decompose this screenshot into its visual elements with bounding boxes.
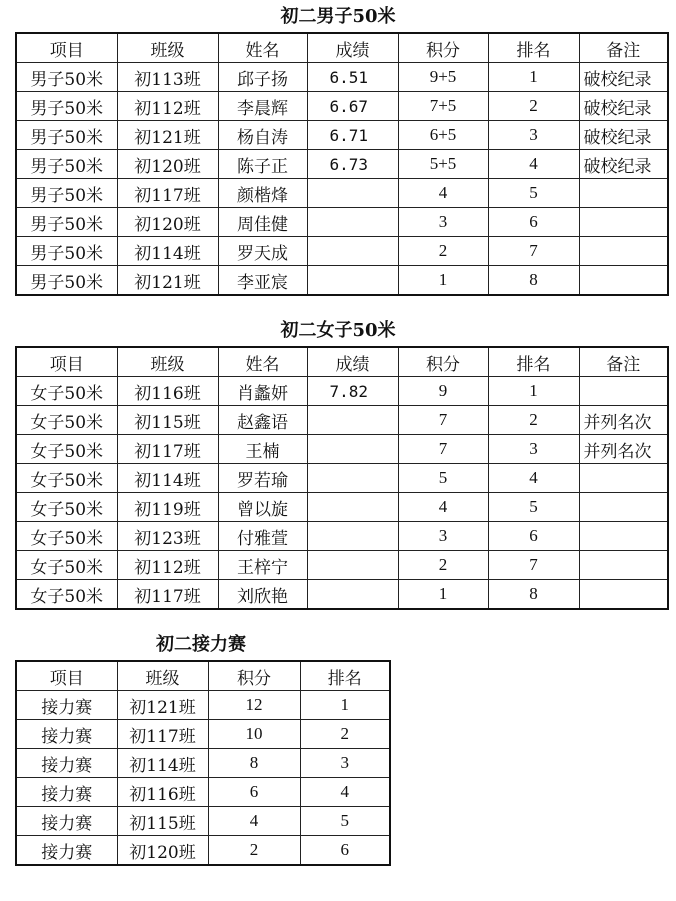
table-cell: 3 (398, 208, 488, 237)
table-cell: 刘欣艳 (218, 580, 307, 610)
column-header: 备注 (579, 33, 668, 63)
table-cell: 初121班 (117, 121, 218, 150)
table-cell: 1 (398, 266, 488, 296)
table-cell: 初120班 (117, 150, 218, 179)
table-cell (579, 580, 668, 610)
table-cell: 接力赛 (16, 836, 117, 866)
table-cell: 5 (488, 493, 579, 522)
table-cell: 李晨辉 (218, 92, 307, 121)
table-cell: 1 (488, 63, 579, 92)
relay-title: 初二接力赛 (156, 634, 246, 655)
table-cell: 并列名次 (579, 435, 668, 464)
table-cell: 5 (398, 464, 488, 493)
relay-table (15, 660, 391, 866)
table-cell: 男子50米 (16, 179, 117, 208)
table-cell (307, 266, 398, 296)
table-cell (307, 522, 398, 551)
table-cell: 7 (398, 406, 488, 435)
table-row (16, 266, 668, 296)
table-row (16, 464, 668, 493)
column-header: 排名 (488, 33, 579, 63)
table-cell: 6.73 (307, 150, 398, 179)
boys50-title: 初二男子50米 (280, 6, 396, 27)
column-header: 班级 (117, 33, 218, 63)
table-row (16, 377, 668, 406)
table-cell: 4 (398, 493, 488, 522)
table-cell: 7 (488, 551, 579, 580)
table-row (16, 836, 390, 866)
table-row (16, 522, 668, 551)
table-cell (579, 464, 668, 493)
table-row (16, 493, 668, 522)
table-cell: 初116班 (117, 778, 208, 807)
table-cell: 初116班 (117, 377, 218, 406)
column-header: 班级 (117, 661, 208, 691)
table-row (16, 63, 668, 92)
table-cell: 初112班 (117, 92, 218, 121)
table-cell (307, 580, 398, 610)
table-cell: 男子50米 (16, 63, 117, 92)
table-cell: 破校纪录 (579, 121, 668, 150)
table-cell: 初121班 (117, 691, 208, 720)
table-row (16, 749, 390, 778)
table-cell: 10 (208, 720, 300, 749)
table-cell: 7 (398, 435, 488, 464)
table-cell: 初117班 (117, 179, 218, 208)
table-row (16, 92, 668, 121)
table-cell: 男子50米 (16, 150, 117, 179)
table-cell: 1 (488, 377, 579, 406)
column-header: 积分 (398, 347, 488, 377)
table-cell: 6.67 (307, 92, 398, 121)
table-row (16, 208, 668, 237)
table-cell: 2 (398, 237, 488, 266)
table-cell: 5 (300, 807, 390, 836)
table-cell: 3 (488, 435, 579, 464)
boys50-table (15, 32, 669, 296)
table-cell: 5+5 (398, 150, 488, 179)
table-row (16, 580, 668, 610)
table-cell: 2 (300, 720, 390, 749)
table-cell: 陈子正 (218, 150, 307, 179)
table-cell: 4 (488, 464, 579, 493)
table-cell: 男子50米 (16, 208, 117, 237)
column-header: 排名 (300, 661, 390, 691)
table-cell: 初123班 (117, 522, 218, 551)
table-cell: 女子50米 (16, 464, 117, 493)
table-cell: 4 (398, 179, 488, 208)
table-cell: 女子50米 (16, 522, 117, 551)
table-row (16, 691, 390, 720)
table-cell (307, 237, 398, 266)
table-cell: 3 (488, 121, 579, 150)
table-cell: 破校纪录 (579, 63, 668, 92)
table-cell: 1 (300, 691, 390, 720)
table-cell (579, 237, 668, 266)
table-cell: 4 (300, 778, 390, 807)
table-cell: 初120班 (117, 208, 218, 237)
column-header: 姓名 (218, 347, 307, 377)
table-cell: 初114班 (117, 464, 218, 493)
table-cell: 2 (398, 551, 488, 580)
table-cell: 6 (488, 208, 579, 237)
table-cell: 男子50米 (16, 92, 117, 121)
header-row (16, 347, 668, 377)
table-cell (579, 493, 668, 522)
table-cell: 6.71 (307, 121, 398, 150)
column-header: 成绩 (307, 33, 398, 63)
table-cell: 6 (488, 522, 579, 551)
table-row (16, 406, 668, 435)
header-row (16, 661, 390, 691)
table-cell: 1 (398, 580, 488, 610)
table-cell: 并列名次 (579, 406, 668, 435)
table-cell (579, 522, 668, 551)
table-cell: 女子50米 (16, 580, 117, 610)
table-cell: 罗天成 (218, 237, 307, 266)
table-cell (579, 377, 668, 406)
table-cell: 女子50米 (16, 406, 117, 435)
table-cell: 女子50米 (16, 493, 117, 522)
table-cell: 男子50米 (16, 237, 117, 266)
table-cell: 2 (208, 836, 300, 866)
table-cell (307, 464, 398, 493)
table-cell: 2 (488, 406, 579, 435)
column-header: 备注 (579, 347, 668, 377)
table-cell: 初114班 (117, 237, 218, 266)
column-header: 班级 (117, 347, 218, 377)
column-header: 项目 (16, 347, 117, 377)
table-cell: 接力赛 (16, 691, 117, 720)
table-cell: 3 (300, 749, 390, 778)
table-cell: 女子50米 (16, 551, 117, 580)
table-cell: 初115班 (117, 807, 208, 836)
table-cell (307, 493, 398, 522)
column-header: 姓名 (218, 33, 307, 63)
table-cell: 付雅萱 (218, 522, 307, 551)
table-cell: 8 (208, 749, 300, 778)
table-cell: 6 (300, 836, 390, 866)
table-cell: 12 (208, 691, 300, 720)
table-cell: 5 (488, 179, 579, 208)
table-cell: 2 (488, 92, 579, 121)
table-cell: 男子50米 (16, 266, 117, 296)
table-cell: 7.82 (307, 377, 398, 406)
table-cell: 3 (398, 522, 488, 551)
girls50-title: 初二女子50米 (280, 320, 396, 341)
column-header: 成绩 (307, 347, 398, 377)
table-cell: 赵鑫语 (218, 406, 307, 435)
column-header: 项目 (16, 661, 117, 691)
table-cell: 女子50米 (16, 377, 117, 406)
column-header: 排名 (488, 347, 579, 377)
table-cell: 9+5 (398, 63, 488, 92)
table-cell: 曾以旋 (218, 493, 307, 522)
table-cell: 4 (208, 807, 300, 836)
table-cell: 初119班 (117, 493, 218, 522)
table-row (16, 778, 390, 807)
table-cell: 李亚宸 (218, 266, 307, 296)
table-row (16, 237, 668, 266)
table-cell: 接力赛 (16, 720, 117, 749)
table-cell: 6.51 (307, 63, 398, 92)
table-cell: 初113班 (117, 63, 218, 92)
table-cell: 王梓宁 (218, 551, 307, 580)
table-cell: 8 (488, 266, 579, 296)
table-cell: 初121班 (117, 266, 218, 296)
table-cell: 杨自涛 (218, 121, 307, 150)
table-cell: 男子50米 (16, 121, 117, 150)
table-cell: 7 (488, 237, 579, 266)
table-cell (579, 551, 668, 580)
table-cell (307, 208, 398, 237)
table-cell: 邱子扬 (218, 63, 307, 92)
table-cell: 6+5 (398, 121, 488, 150)
header-row (16, 33, 668, 63)
table-cell: 破校纪录 (579, 150, 668, 179)
column-header: 项目 (16, 33, 117, 63)
table-cell (307, 435, 398, 464)
table-cell: 初112班 (117, 551, 218, 580)
table-cell: 女子50米 (16, 435, 117, 464)
table-cell: 初114班 (117, 749, 208, 778)
table-cell: 8 (488, 580, 579, 610)
table-cell: 周佳健 (218, 208, 307, 237)
girls50-table (15, 346, 669, 610)
table-cell (579, 208, 668, 237)
table-row (16, 720, 390, 749)
column-header: 积分 (398, 33, 488, 63)
table-cell (579, 179, 668, 208)
table-cell: 初117班 (117, 720, 208, 749)
table-row (16, 150, 668, 179)
table-cell: 颜楷烽 (218, 179, 307, 208)
table-cell (307, 179, 398, 208)
table-cell: 接力赛 (16, 807, 117, 836)
table-cell: 破校纪录 (579, 92, 668, 121)
table-cell: 4 (488, 150, 579, 179)
table-cell (579, 266, 668, 296)
table-cell (307, 551, 398, 580)
table-cell: 王楠 (218, 435, 307, 464)
table-cell: 初115班 (117, 406, 218, 435)
table-cell: 9 (398, 377, 488, 406)
table-cell: 初117班 (117, 580, 218, 610)
table-cell: 初117班 (117, 435, 218, 464)
table-cell (307, 406, 398, 435)
table-cell: 7+5 (398, 92, 488, 121)
table-cell: 罗若瑜 (218, 464, 307, 493)
table-cell: 接力赛 (16, 778, 117, 807)
table-row (16, 551, 668, 580)
table-row (16, 807, 390, 836)
table-cell: 6 (208, 778, 300, 807)
table-row (16, 121, 668, 150)
table-cell: 初120班 (117, 836, 208, 866)
table-cell: 肖蠡妍 (218, 377, 307, 406)
table-row (16, 179, 668, 208)
table-row (16, 435, 668, 464)
table-cell: 接力赛 (16, 749, 117, 778)
column-header: 积分 (208, 661, 300, 691)
